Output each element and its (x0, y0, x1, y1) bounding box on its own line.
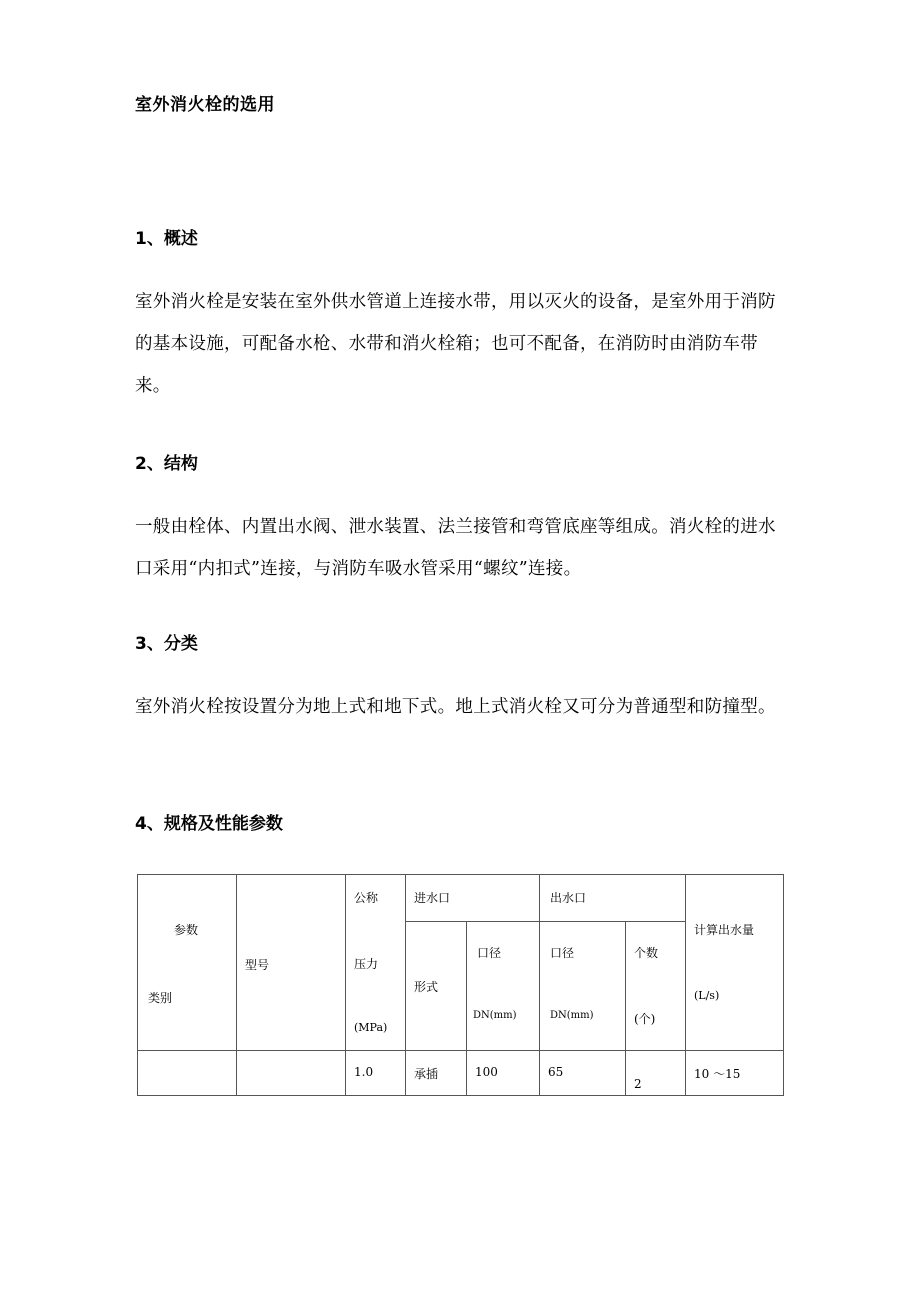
section-heading-structure: 2、结构 (135, 454, 198, 474)
header-param-category (138, 875, 237, 1051)
header-outlet-count (626, 922, 686, 1051)
header-inlet-dia (467, 922, 540, 1051)
header-flow (686, 875, 784, 1051)
document-title: 室外消火栓的选用 (135, 95, 275, 115)
cell-flow-value: 10 ～15 (694, 1067, 741, 1081)
header-inlet (406, 875, 540, 922)
table-row (138, 1051, 784, 1096)
header-outlet-count-2: (个) (634, 1012, 656, 1026)
cell-outlet-count-value: 2 (634, 1077, 642, 1091)
header-outlet-count-1: 个数 (634, 946, 659, 960)
header-pressure-1: 公称 (354, 891, 379, 905)
cell-pressure-value: 1.0 (354, 1065, 374, 1079)
header-pressure-3: (MPa) (354, 1021, 388, 1034)
header-outlet-dia-2: DN(mm) (550, 1010, 594, 1021)
cell-model (237, 1051, 346, 1096)
header-model-label: 型号 (245, 958, 270, 972)
header-outlet-dia-1: 口径 (550, 946, 575, 960)
section-body-structure: 一般由栓体、内置出水阀、泄水装置、法兰接管和弯管底座等组成。消火栓的进水口采用“内扣式”连接，与消防车吸水管采用“螺纹”连接。 (135, 517, 776, 579)
header-inlet-label: 进水口 (414, 891, 451, 905)
cell-outlet-dia (540, 1051, 626, 1096)
header-pressure-2: 压力 (354, 957, 379, 971)
header-inlet-form-label: 形式 (414, 980, 439, 994)
header-inlet-form (406, 922, 467, 1051)
section-heading-classification: 3、分类 (135, 634, 198, 654)
cell-inlet-dia-value: 100 (475, 1065, 498, 1079)
cell-flow (686, 1051, 784, 1096)
header-inlet-dia-2: DN(mm) (473, 1010, 517, 1021)
header-model (237, 875, 346, 1051)
header-category: 类别 (148, 991, 173, 1005)
section-heading-specs: 4、规格及性能参数 (135, 814, 283, 834)
cell-inlet-dia (467, 1051, 540, 1096)
cell-category (138, 1051, 237, 1096)
cell-outlet-count (626, 1051, 686, 1096)
cell-inlet-form-value: 承插 (414, 1067, 439, 1081)
spec-table (137, 874, 784, 1096)
header-outlet-dia (540, 922, 626, 1051)
section-heading-overview: 1、概述 (135, 229, 198, 249)
header-flow-1: 计算出水量 (694, 923, 755, 937)
header-pressure (346, 875, 406, 1051)
header-param: 参数 (174, 923, 199, 937)
section-body-overview: 室外消火栓是安装在室外供水管道上连接水带，用以灭火的设备，是室外用于消防的基本设施，可配备水枪、水带和消火栓箱；也可不配备，在消防时由消防车带来。 (135, 292, 776, 396)
header-flow-2: (L/s) (694, 989, 720, 1002)
cell-outlet-dia-value: 65 (548, 1065, 564, 1079)
cell-pressure (346, 1051, 406, 1096)
header-inlet-dia-1: 口径 (477, 946, 502, 960)
cell-inlet-form (406, 1051, 467, 1096)
section-body-classification: 室外消火栓按设置分为地上式和地下式。地上式消火栓又可分为普通型和防撞型。 (135, 697, 776, 717)
header-outlet (540, 875, 686, 922)
header-outlet-label: 出水口 (550, 891, 587, 905)
